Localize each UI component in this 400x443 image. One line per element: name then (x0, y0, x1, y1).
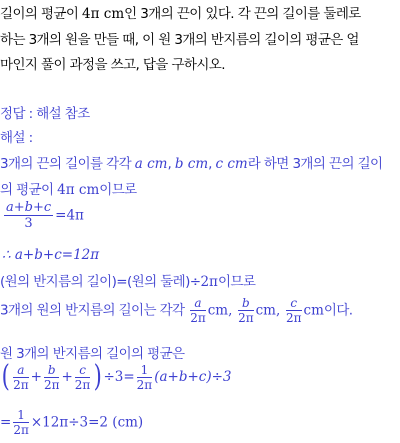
question-line-1 (0, 2, 361, 22)
solution-line-5 (0, 342, 185, 362)
fraction-numerator: a+b+c (6, 200, 52, 215)
fraction-numerator: c (75, 363, 91, 378)
solution-text: 3개의 원의 반지름의 길이는 각각 (0, 302, 185, 319)
solution-text: 이므로 (99, 182, 137, 198)
fraction-denominator: 2π (136, 377, 153, 392)
fraction (13, 408, 29, 437)
solution-text: (원의 반지름의 길이)=(원의 둘레)÷ (0, 274, 201, 290)
fraction-numerator: a (13, 363, 29, 378)
math-expression: 2π (200, 274, 218, 290)
solution-line-4 (0, 296, 352, 325)
solution-text: 3개의 끈의 길이를 각각 (0, 156, 135, 172)
math-operator: + (61, 369, 73, 385)
unit-text: cm, (255, 302, 281, 319)
fraction-denominator: 2π (190, 311, 206, 325)
fraction (190, 296, 206, 325)
fraction (137, 363, 153, 392)
math-expression: (a+b+c)÷3 (154, 369, 232, 385)
equation-3 (0, 359, 232, 394)
fraction-denominator: 2π (13, 377, 29, 392)
question-text: 길이의 평균이 (0, 6, 83, 22)
question-text: 인 3개의 끈이 있다. 각 끈의 길이를 둘레로 (124, 6, 361, 22)
solution-text: 원 3개의 반지름의 길이의 평균은 (0, 346, 185, 362)
math-operator: + (30, 369, 42, 385)
fraction-denominator: 3 (24, 216, 33, 231)
fraction (44, 363, 60, 392)
equation-1 (2, 200, 84, 231)
math-operator: = (0, 414, 12, 431)
solution-text: , (208, 156, 216, 172)
fraction-numerator: 1 (137, 363, 153, 378)
solution-line-2 (0, 178, 137, 198)
answer-label: 정답 : 해설 참조 (0, 106, 90, 122)
fraction-denominator: 2π (285, 311, 302, 325)
math-expression: 4π cm (57, 182, 100, 198)
fraction (286, 296, 302, 325)
question-line-2 (0, 28, 359, 48)
math-expression: ∴ a+b+c=12π (2, 247, 100, 263)
fraction-denominator: 2π (13, 423, 29, 437)
fraction (13, 363, 29, 392)
explanation-label: 해설 : (0, 130, 33, 146)
math-expression: =4π (55, 207, 84, 224)
equation-4 (0, 408, 143, 437)
solution-text: 이므로 (217, 274, 256, 290)
left-paren: ( (1, 359, 10, 394)
right-paren: ) (93, 359, 102, 394)
solution-text: , (167, 156, 175, 172)
math-expression: ×12π÷3=2 (cm) (30, 414, 144, 431)
fraction-numerator: b (238, 296, 254, 311)
math-expression: b cm (174, 156, 209, 172)
question-text: 마인지 풀이 과정을 쓰고, 답을 구하시오. (0, 57, 225, 73)
math-expression: ÷3= (103, 369, 135, 385)
fraction-numerator: 1 (13, 408, 29, 423)
fraction-denominator: 2π (74, 377, 91, 392)
fraction (4, 200, 53, 231)
solution-line-1 (0, 152, 382, 172)
math-expression: a cm (134, 156, 168, 172)
fraction-numerator: c (286, 296, 302, 311)
solution-text: 라 하면 3개의 끈의 길이 (247, 156, 383, 172)
fraction (75, 363, 91, 392)
unit-text: cm (303, 302, 324, 319)
equation-2 (2, 247, 99, 263)
fraction-numerator: a (190, 296, 206, 311)
fraction-denominator: 2π (238, 311, 254, 325)
math-expression: 4π cm (82, 6, 125, 22)
question-line-3 (0, 53, 225, 73)
solution-text: 이다. (323, 302, 353, 319)
fraction (238, 296, 254, 325)
fraction-denominator: 2π (43, 377, 60, 392)
math-expression: c cm (215, 156, 248, 172)
fraction-numerator: b (44, 363, 60, 378)
unit-text: cm, (207, 302, 233, 319)
solution-text: 의 평균이 (0, 182, 58, 198)
solution-line-3 (0, 270, 255, 290)
question-text: 하는 3개의 원을 만들 때, 이 원 3개의 반지름의 길이의 평균은 얼 (0, 32, 359, 48)
